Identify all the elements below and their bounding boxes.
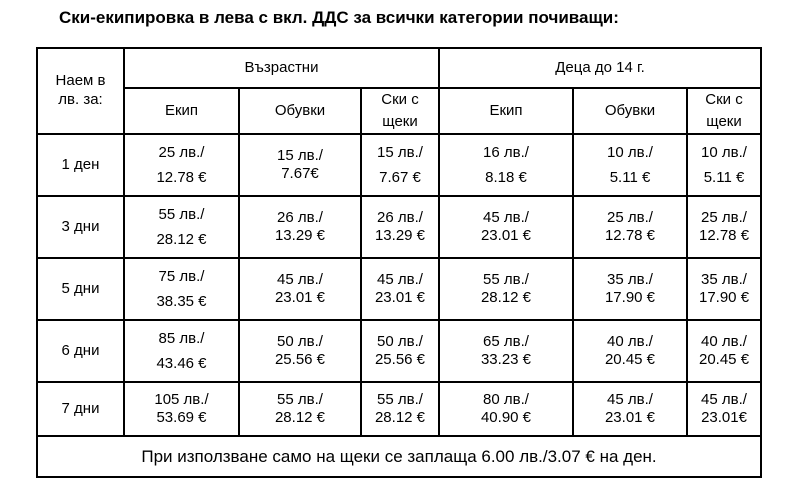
- price-eur: 28.12 €: [156, 231, 207, 248]
- price-cell: [361, 382, 439, 436]
- price-cell: [573, 196, 687, 258]
- price-bgn: 15 лв./: [277, 147, 323, 164]
- price-eur: 40.90 €: [480, 409, 532, 426]
- price-cell: [687, 196, 761, 258]
- price-eur: 28.12 €: [374, 409, 426, 426]
- period-cell: 3 дни: [37, 196, 124, 258]
- column-header: Обувки: [573, 88, 687, 134]
- price-eur: 20.45 €: [698, 351, 750, 368]
- price-bgn: 55 лв./: [377, 391, 423, 408]
- price-eur: 5.11 €: [703, 169, 745, 186]
- price-cell: [124, 258, 239, 320]
- price-bgn: 45 лв./: [377, 271, 423, 288]
- price-bgn: 15 лв./: [377, 144, 423, 161]
- price-cell: [361, 258, 439, 320]
- price-bgn: 65 лв./: [483, 333, 529, 350]
- price-bgn: 26 лв./: [277, 209, 323, 226]
- price-cell: [124, 134, 239, 196]
- price-cell: [239, 258, 361, 320]
- column-header: Екип: [124, 88, 239, 134]
- period-cell: 6 дни: [37, 320, 124, 382]
- price-bgn: 25 лв./: [701, 209, 747, 226]
- price-cell: [439, 320, 573, 382]
- price-bgn: 50 лв./: [277, 333, 323, 350]
- price-bgn: 25 лв./: [607, 209, 653, 226]
- price-cell: [573, 258, 687, 320]
- price-bgn: 55 лв./: [158, 206, 205, 223]
- price-eur: 12.78 €: [156, 169, 207, 186]
- price-eur: 43.46 €: [156, 355, 207, 372]
- price-cell: [573, 320, 687, 382]
- price-bgn: 10 лв./: [607, 144, 653, 161]
- period-cell: 5 дни: [37, 258, 124, 320]
- price-eur: 33.23 €: [480, 351, 532, 368]
- price-eur: 7.67 €: [379, 169, 421, 186]
- table-row: [37, 196, 761, 258]
- group-header-adults: Възрастни: [124, 48, 439, 88]
- price-cell: [124, 196, 239, 258]
- price-cell: [239, 320, 361, 382]
- price-eur: 17.90 €: [698, 289, 750, 306]
- price-bgn: 105 лв./: [154, 391, 209, 408]
- price-cell: [573, 382, 687, 436]
- price-eur: 53.69 €: [156, 409, 207, 426]
- column-header: Ски с щеки: [361, 88, 439, 134]
- price-bgn: 16 лв./: [483, 144, 529, 161]
- price-eur: 38.35 €: [156, 293, 207, 310]
- price-cell: [239, 134, 361, 196]
- table-row: [37, 258, 761, 320]
- table-row: [37, 134, 761, 196]
- price-eur: 8.18 €: [485, 169, 527, 186]
- column-header: Ски с щеки: [687, 88, 761, 134]
- price-eur: 13.29 €: [374, 227, 426, 244]
- price-bgn: 35 лв./: [607, 271, 653, 288]
- price-eur: 12.78 €: [698, 227, 750, 244]
- price-cell: [439, 134, 573, 196]
- price-eur: 28.12 €: [480, 289, 532, 306]
- group-header-children: Деца до 14 г.: [439, 48, 761, 88]
- price-cell: [687, 258, 761, 320]
- price-cell: [439, 258, 573, 320]
- price-eur: 12.78 €: [604, 227, 656, 244]
- price-eur: 23.01 €: [274, 289, 326, 306]
- price-cell: [687, 382, 761, 436]
- price-bgn: 25 лв./: [158, 144, 205, 161]
- price-eur: 23.01 €: [480, 227, 532, 244]
- price-cell: [573, 134, 687, 196]
- price-cell: [124, 320, 239, 382]
- price-eur: 25.56 €: [274, 351, 326, 368]
- corner-header-text: Наем в лв. за:: [55, 72, 106, 108]
- period-cell: 1 ден: [37, 134, 124, 196]
- price-bgn: 45 лв./: [483, 209, 529, 226]
- price-cell: [361, 196, 439, 258]
- price-bgn: 75 лв./: [158, 268, 205, 285]
- corner-header-cell: [37, 48, 124, 134]
- price-bgn: 40 лв./: [701, 333, 747, 350]
- price-cell: [124, 382, 239, 436]
- price-bgn: 50 лв./: [377, 333, 423, 350]
- price-cell: [239, 196, 361, 258]
- price-bgn: 40 лв./: [607, 333, 653, 350]
- price-cell: [439, 196, 573, 258]
- column-header: Обувки: [239, 88, 361, 134]
- price-bgn: 85 лв./: [158, 330, 205, 347]
- price-bgn: 45 лв./: [277, 271, 323, 288]
- price-cell: [361, 134, 439, 196]
- price-eur: 23.01€: [701, 409, 747, 426]
- price-bgn: 55 лв./: [483, 271, 529, 288]
- price-bgn: 55 лв./: [277, 391, 323, 408]
- price-eur: 7.67€: [281, 165, 319, 182]
- price-eur: 23.01 €: [604, 409, 656, 426]
- price-eur: 25.56 €: [374, 351, 426, 368]
- price-bgn: 45 лв./: [607, 391, 653, 408]
- price-bgn: 80 лв./: [483, 391, 529, 408]
- price-bgn: 45 лв./: [701, 391, 747, 408]
- price-bgn: 26 лв./: [377, 209, 423, 226]
- table-row: [37, 320, 761, 382]
- rental-price-table: [36, 47, 762, 478]
- price-cell: [361, 320, 439, 382]
- table-row: [37, 382, 761, 436]
- price-eur: 5.11 €: [609, 169, 651, 186]
- price-eur: 17.90 €: [604, 289, 656, 306]
- price-cell: [687, 134, 761, 196]
- price-bgn: 10 лв./: [701, 144, 747, 161]
- price-eur: 13.29 €: [274, 227, 326, 244]
- price-eur: 23.01 €: [374, 289, 426, 306]
- price-cell: [687, 320, 761, 382]
- column-header: Екип: [439, 88, 573, 134]
- price-eur: 28.12 €: [274, 409, 326, 426]
- page-title: Ски-екипировка в лева с вкл. ДДС за всички категории почиващи:: [59, 8, 619, 27]
- price-cell: [239, 382, 361, 436]
- price-bgn: 35 лв./: [701, 271, 747, 288]
- price-cell: [439, 382, 573, 436]
- period-cell: 7 дни: [37, 382, 124, 436]
- table-footnote: При използване само на щеки се заплаща 6.00 лв./3.07 € на ден.: [37, 436, 761, 477]
- price-eur: 20.45 €: [604, 351, 656, 368]
